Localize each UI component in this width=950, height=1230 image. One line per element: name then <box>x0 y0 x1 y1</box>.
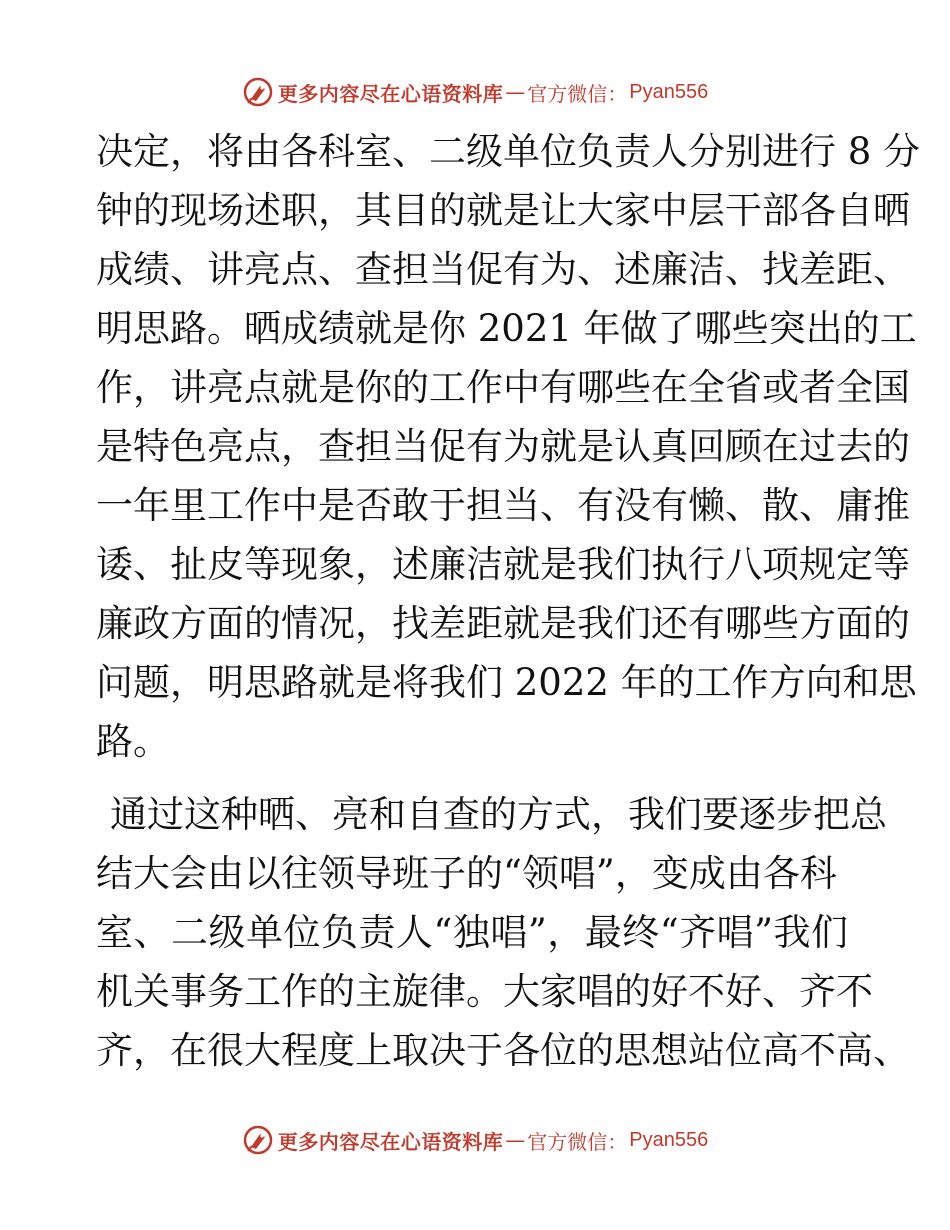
text-line: 问题，明思路就是将我们 2022 年的工作方向和思 <box>96 661 917 704</box>
text-line: 明思路。晒成绩就是你 2021 年做了哪些突出的工 <box>96 307 917 350</box>
document-body <box>96 122 921 1080</box>
footer-wechat-id: Pyan556 <box>629 1128 709 1151</box>
text-line: 结大会由以往领导班子的“领唱”，变成由各科 <box>96 852 837 895</box>
text-line: 机关事务工作的主旋律。大家唱的好不好、齐不 <box>96 970 873 1013</box>
text-line: 钟的现场述职，其目的就是让大家中层干部各自晒 <box>96 189 910 232</box>
text-line: 诿、扯皮等现象，述廉洁就是我们执行八项规定等 <box>96 543 910 586</box>
text-line: 室、二级单位负责人“独唱”，最终“齐唱”我们 <box>96 911 848 954</box>
header-wechat-label: 官方微信： <box>527 81 628 106</box>
header-site-text: 更多内容尽在心语资料库 <box>277 81 504 106</box>
text-line: 通过这种晒、亮和自查的方式，我们要逐步把总 <box>110 793 887 836</box>
text-line: 路。 <box>96 720 170 763</box>
text-line: 廉政方面的情况，找差距就是我们还有哪些方面的 <box>96 602 910 645</box>
paragraph-2 <box>96 785 910 1080</box>
paragraph-spacer <box>96 771 848 785</box>
header-dash: — <box>505 80 526 104</box>
text-line: 作，讲亮点就是你的工作中有哪些在全省或者全国 <box>96 366 910 409</box>
footer-site-text: 更多内容尽在心语资料库 <box>277 1129 504 1154</box>
pen-nib-logo-icon <box>242 76 274 108</box>
paragraph-1 <box>96 122 921 771</box>
header-banner <box>0 72 950 112</box>
footer-banner <box>0 1120 950 1160</box>
footer-wechat-label: 官方微信： <box>527 1129 628 1154</box>
text-line: 齐，在很大程度上取决于各位的思想站位高不高、 <box>96 1029 910 1072</box>
text-line: 决定，将由各科室、二级单位负责人分别进行 8 分 <box>96 130 921 173</box>
text-line: 是特色亮点，查担当促有为就是认真回顾在过去的 <box>96 425 910 468</box>
text-line: 一年里工作中是否敢于担当、有没有懒、散、庸推 <box>96 484 910 527</box>
pen-nib-logo-icon <box>242 1124 274 1156</box>
text-line: 成绩、讲亮点、查担当促有为、述廉洁、找差距、 <box>96 248 910 291</box>
header-wechat-id: Pyan556 <box>629 80 709 103</box>
footer-dash: — <box>505 1128 526 1152</box>
